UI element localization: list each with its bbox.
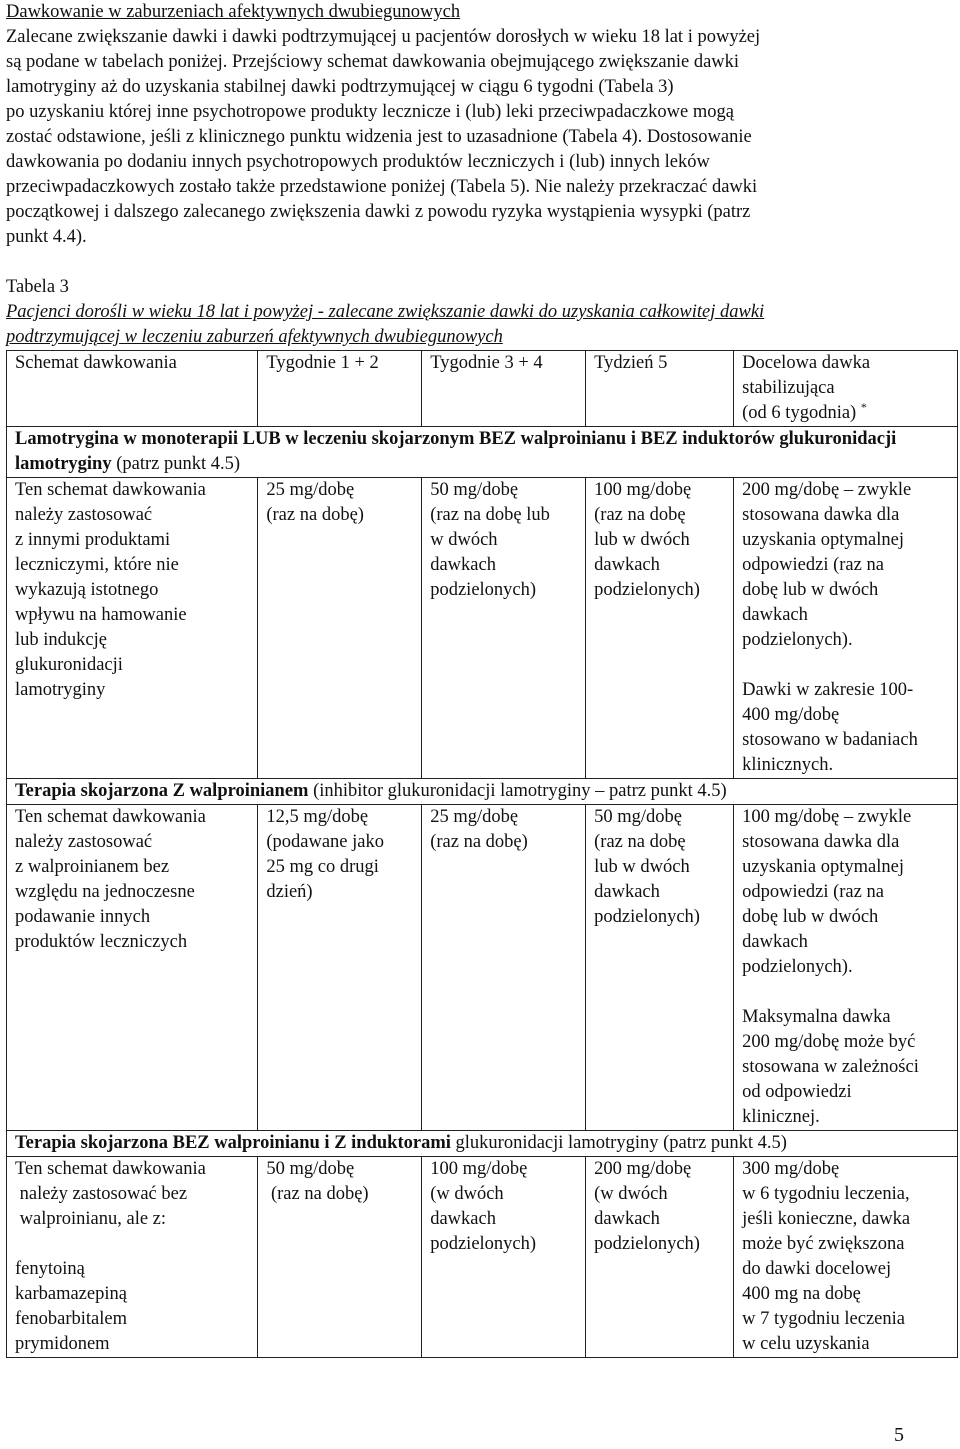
- dose-cell-line: [15, 1232, 253, 1257]
- dose-cell-line: stosowana dawka dla: [742, 505, 900, 525]
- dose-cell-line: dobę lub w dwóch: [742, 580, 879, 600]
- dose-cell-line: należy zastosować: [15, 832, 153, 852]
- dose-cell-line: karbamazepiną: [15, 1284, 127, 1304]
- dose-cell-line: dawkach: [430, 555, 496, 575]
- dose-cell-line: dawkach: [594, 882, 660, 902]
- dose-cell-line: wykazują istotnego: [15, 580, 159, 600]
- group-title: [7, 779, 958, 805]
- dose-cell-line: podzielonych): [430, 1234, 537, 1254]
- dose-cell-line: odpowiedzi (raz na: [742, 555, 884, 575]
- group-title: [7, 427, 958, 478]
- dose-cell-line: 200 mg/dobę może być: [742, 1032, 916, 1052]
- intro-line: punkt 4.4).: [6, 227, 87, 247]
- dose-cell-line: podzielonych).: [742, 957, 853, 977]
- dose-cell-line: lamotryginy: [15, 680, 106, 700]
- dose-cell-col2: [258, 478, 422, 779]
- dose-cell-line: (podawane jako: [266, 832, 384, 852]
- dose-cell-line: wpływu na hamowanie: [15, 605, 187, 625]
- dose-cell-line: 25 mg co drugi: [266, 857, 379, 877]
- dose-cell-line: w celu uzyskania: [742, 1334, 870, 1354]
- group-title-normal: glukuronidacji lamotryginy (patrz punkt 4.5): [450, 1133, 787, 1153]
- dose-cell-line: podawanie innych: [15, 907, 151, 927]
- dose-cell-line: względu na jednoczesne: [15, 882, 195, 902]
- header-weeks-3-4: Tygodnie 3 + 4: [422, 351, 586, 427]
- dose-cell-line: 50 mg/dobę: [430, 480, 519, 500]
- dose-cell-line: uzyskania optymalnej: [742, 530, 904, 550]
- dose-cell-line: (raz na dobę lub: [430, 505, 550, 525]
- dose-cell-line: 12,5 mg/dobę: [266, 807, 369, 827]
- dose-cell-col5: [734, 1157, 958, 1358]
- group-title-bold: Terapia skojarzona Z walproinianem: [15, 781, 309, 801]
- header-target-line: (od 6 tygodnia) *: [742, 399, 867, 423]
- dose-cell-line: do dawki docelowej: [742, 1259, 892, 1279]
- dose-cell-line: Dawki w zakresie 100-: [742, 680, 914, 700]
- dose-cell-line: (raz na dobę): [266, 1184, 369, 1204]
- table-groups: [7, 427, 958, 1358]
- group-dose-row: [7, 478, 958, 779]
- dose-cell-line: stosowano w badaniach: [742, 730, 918, 750]
- dose-cell-line: 50 mg/dobę: [266, 1159, 355, 1179]
- dose-cell-line: dzień): [266, 882, 313, 902]
- dose-cell-line: fenytoiną: [15, 1259, 85, 1279]
- group-title-bold: Lamotrygina w monoterapii LUB w leczeniu skojarzonym BEZ walproinianu i BEZ induktorów glukuronidacji lamotryginy: [15, 429, 897, 474]
- dose-cell-line: 50 mg/dobę: [594, 807, 683, 827]
- dose-cell-line: 400 mg/dobę: [742, 705, 840, 725]
- dose-cell-line: należy zastosować: [15, 505, 153, 525]
- dose-cell-line: w 6 tygodniu leczenia,: [742, 1184, 910, 1204]
- dose-cell-col3: [422, 805, 586, 1131]
- dose-cell-line: klinicznej.: [742, 1107, 820, 1127]
- group-title-row: [7, 1131, 958, 1157]
- dose-cell-line: glukuronidacji: [15, 655, 123, 675]
- dose-cell-col1: [7, 805, 258, 1131]
- group-title-bold: Terapia skojarzona BEZ walproinianu i Z induktorami: [15, 1133, 451, 1153]
- dose-cell-col5: [734, 478, 958, 779]
- table-header-row: [7, 351, 958, 427]
- document-page: [6, 0, 956, 1384]
- dose-cell-line: podzielonych): [430, 580, 537, 600]
- dose-cell-line: dawkach: [742, 932, 808, 952]
- dose-cell-line: od odpowiedzi: [742, 1082, 852, 1102]
- dose-cell-line: produktów leczniczych: [15, 932, 188, 952]
- group-dose-row: [7, 1157, 958, 1358]
- dose-cell-line: [742, 980, 953, 1005]
- dose-cell-col3: [422, 478, 586, 779]
- dose-cell-line: odpowiedzi (raz na: [742, 882, 884, 902]
- header-week-5: Tydzień 5: [586, 351, 734, 427]
- dose-cell-col3: [422, 1157, 586, 1358]
- dose-cell-col5: [734, 805, 958, 1131]
- intro-line: początkowej i dalszego zalecanego zwiększenia dawki z powodu ryzyka wystąpienia wysypki (patrz: [6, 202, 751, 222]
- dose-cell-line: [742, 653, 953, 678]
- dose-cell-line: dawkach: [742, 605, 808, 625]
- header-target-line: Docelowa dawka: [742, 353, 871, 373]
- group-title: [7, 1131, 958, 1157]
- dose-cell-line: 100 mg/dobę – zwykle: [742, 807, 912, 827]
- dose-cell-line: należy zastosować bez: [15, 1184, 188, 1204]
- dose-cell-line: (raz na dobę: [594, 505, 686, 525]
- dose-cell-line: 200 mg/dobę – zwykle: [742, 480, 912, 500]
- dose-cell-line: 100 mg/dobę: [594, 480, 692, 500]
- dose-cell-col4: [586, 805, 734, 1131]
- dose-cell-line: podzielonych).: [742, 630, 853, 650]
- group-title-normal: (patrz punkt 4.5): [111, 454, 241, 474]
- dose-cell-line: (w dwóch: [594, 1184, 668, 1204]
- dose-cell-line: lub indukcję: [15, 630, 107, 650]
- dose-cell-line: leczniczymi, które nie: [15, 555, 179, 575]
- dose-cell-line: (raz na dobę): [430, 832, 528, 852]
- dose-cell-line: w 7 tygodniu leczenia: [742, 1309, 905, 1329]
- group-dose-row: [7, 805, 958, 1131]
- table-caption: Tabela 3: [6, 277, 69, 297]
- header-schema: Schemat dawkowania: [7, 351, 258, 427]
- dose-cell-line: 300 mg/dobę: [742, 1159, 840, 1179]
- dose-cell-line: z innymi produktami: [15, 530, 171, 550]
- intro-line: lamotryginy aż do uzyskania stabilnej dawki podtrzymującej w ciągu 6 tygodni (Tabela 3): [6, 77, 674, 97]
- intro-line: są podane w tabelach poniżej. Przejściowy schemat dawkowania obejmującego zwiększanie dawki: [6, 52, 740, 72]
- dose-cell-line: klinicznych.: [742, 755, 834, 775]
- intro-line: Zalecane zwiększanie dawki i dawki podtrzymującej u pacjentów dorosłych w wieku 18 lat i powyżej: [6, 27, 761, 47]
- dose-cell-line: stosowana w zależności: [742, 1057, 919, 1077]
- header-weeks-1-2: Tygodnie 1 + 2: [258, 351, 422, 427]
- dose-cell-line: fenobarbitalem: [15, 1309, 127, 1329]
- intro-paragraph: [6, 25, 956, 250]
- dose-cell-line: jeśli konieczne, dawka: [742, 1209, 911, 1229]
- table-subtitle: [6, 300, 956, 350]
- dose-cell-line: może być zwiększona: [742, 1234, 905, 1254]
- dose-cell-line: (w dwóch: [430, 1184, 504, 1204]
- dose-cell-line: dawkach: [594, 1209, 660, 1229]
- dose-cell-line: Ten schemat dawkowania: [15, 1159, 206, 1179]
- dose-cell-line: dobę lub w dwóch: [742, 907, 879, 927]
- header-target-line: stabilizująca: [742, 378, 835, 398]
- dose-cell-line: Ten schemat dawkowania: [15, 480, 206, 500]
- dose-cell-line: 200 mg/dobę: [594, 1159, 692, 1179]
- group-title-row: [7, 427, 958, 478]
- dose-cell-line: (raz na dobę): [266, 505, 364, 525]
- dose-cell-line: uzyskania optymalnej: [742, 857, 904, 877]
- dose-cell-col1: [7, 478, 258, 779]
- table-subtitle-line: Pacjenci dorośli w wieku 18 lat i powyżej - zalecane zwiększanie dawki do uzyskania całkowitej dawki: [6, 302, 765, 322]
- section-title: Dawkowanie w zaburzeniach afektywnych dwubiegunowych: [6, 2, 461, 22]
- dose-cell-line: 400 mg na dobę: [742, 1284, 861, 1304]
- dose-cell-col4: [586, 478, 734, 779]
- dose-cell-line: stosowana dawka dla: [742, 832, 900, 852]
- page-number: 5: [894, 1424, 904, 1446]
- dose-cell-line: dawkach: [594, 555, 660, 575]
- dose-cell-line: lub w dwóch: [594, 530, 690, 550]
- group-title-row: [7, 779, 958, 805]
- dose-cell-line: podzielonych): [594, 1234, 700, 1254]
- dose-cell-line: podzielonych): [594, 580, 700, 600]
- dose-cell-line: walproinianu, ale z:: [15, 1209, 167, 1229]
- intro-line: po uzyskaniu której inne psychotropowe produkty lecznicze i (lub) leki przeciwpadaczkowe mogą: [6, 102, 734, 122]
- dose-cell-line: dawkach: [430, 1209, 496, 1229]
- intro-line: dawkowania po dodaniu innych psychotropowych produktów leczniczych i (lub) innych leków: [6, 152, 710, 172]
- dose-cell-line: 25 mg/dobę: [266, 480, 355, 500]
- dose-cell-line: 100 mg/dobę: [430, 1159, 528, 1179]
- dose-cell-col4: [586, 1157, 734, 1358]
- table-subtitle-line: podtrzymującej w leczeniu zaburzeń afektywnych dwubiegunowych: [6, 327, 503, 347]
- dose-cell-line: Maksymalna dawka: [742, 1007, 891, 1027]
- dose-cell-line: z walproinianem bez: [15, 857, 170, 877]
- dose-cell-line: Ten schemat dawkowania: [15, 807, 206, 827]
- dose-cell-line: prymidonem: [15, 1334, 110, 1354]
- dose-cell-col2: [258, 1157, 422, 1358]
- footnote-mark: *: [860, 399, 867, 414]
- dose-cell-col2: [258, 805, 422, 1131]
- group-title-normal: (inhibitor glukuronidacji lamotryginy – patrz punkt 4.5): [308, 781, 727, 801]
- dose-cell-line: podzielonych): [594, 907, 700, 927]
- dose-cell-line: (raz na dobę: [594, 832, 686, 852]
- header-target-dose: [734, 351, 958, 427]
- dose-cell-line: w dwóch: [430, 530, 498, 550]
- intro-line: zostać odstawione, jeśli z klinicznego punktu widzenia jest to uzasadnione (Tabela 4). Dostosowanie: [6, 127, 752, 147]
- dose-cell-line: lub w dwóch: [594, 857, 690, 877]
- dose-cell-col1: [7, 1157, 258, 1358]
- intro-line: przeciwpadaczkowych zostało także przedstawione poniżej (Tabela 5). Nie należy przekraczać dawki: [6, 177, 758, 197]
- dose-cell-line: 25 mg/dobę: [430, 807, 519, 827]
- dosing-table: [6, 350, 958, 1358]
